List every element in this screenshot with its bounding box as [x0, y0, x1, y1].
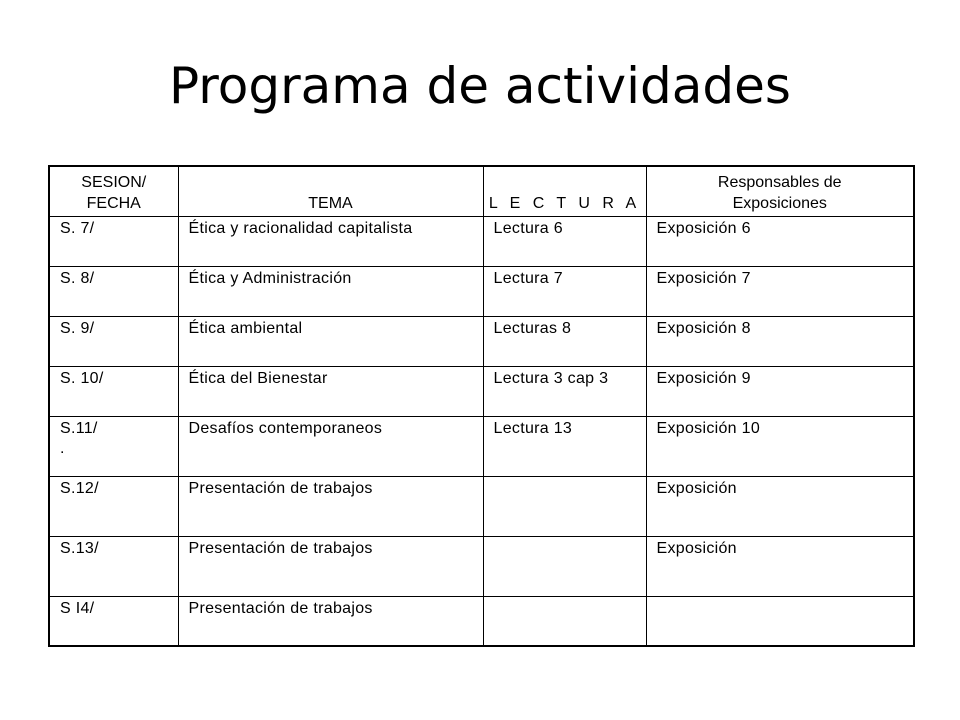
header-sesion-line1: SESION/ [81, 173, 147, 191]
cell-exposicion: Exposición [646, 536, 914, 596]
cell-exposicion: Exposición [646, 476, 914, 536]
cell-lectura: Lectura 6 [483, 216, 646, 266]
cell-tema: Desafíos contemporaneos [178, 416, 483, 476]
header-responsables-line1: Responsables de [717, 173, 842, 191]
header-sesion-line2: FECHA [86, 194, 141, 212]
table-row [49, 316, 914, 366]
cell-lectura [483, 476, 646, 536]
header-responsables-line2: Exposiciones [732, 194, 827, 212]
table-row [49, 476, 914, 536]
cell-sesion: S.13/ [49, 536, 178, 596]
table-row [49, 216, 914, 266]
cell-sesion: S. 9/ [49, 316, 178, 366]
header-tema: TEMA [178, 166, 483, 216]
cell-lectura [483, 596, 646, 646]
header-lectura: L E C T U R A [483, 166, 646, 216]
cell-sesion: S. 10/ [49, 366, 178, 416]
cell-exposicion: Exposición 7 [646, 266, 914, 316]
table-row [49, 416, 914, 476]
cell-sesion: S. 8/ [49, 266, 178, 316]
cell-sesion: S. 7/ [49, 216, 178, 266]
header-sesion-fecha [49, 166, 178, 216]
cell-tema: Presentación de trabajos [178, 476, 483, 536]
cell-exposicion: Exposición 10 [646, 416, 914, 476]
cell-sesion: S.12/ [49, 476, 178, 536]
table-row [49, 536, 914, 596]
cell-lectura: Lectura 7 [483, 266, 646, 316]
header-responsables [646, 166, 914, 216]
cell-tema: Presentación de trabajos [178, 536, 483, 596]
activities-table [48, 165, 915, 647]
cell-exposicion: Exposición 6 [646, 216, 914, 266]
table-row [49, 596, 914, 646]
cell-exposicion [646, 596, 914, 646]
cell-lectura: Lecturas 8 [483, 316, 646, 366]
cell-tema: Ética del Bienestar [178, 366, 483, 416]
table-row [49, 266, 914, 316]
slide-title: Programa de actividades [169, 57, 791, 115]
cell-sesion: S I4/ [49, 596, 178, 646]
cell-sesion: S.11/ . [49, 416, 178, 476]
cell-lectura: Lectura 13 [483, 416, 646, 476]
header-row [49, 166, 914, 216]
cell-lectura: Lectura 3 cap 3 [483, 366, 646, 416]
table-row [49, 366, 914, 416]
cell-tema: Ética y Administración [178, 266, 483, 316]
cell-exposicion: Exposición 9 [646, 366, 914, 416]
cell-tema: Ética ambiental [178, 316, 483, 366]
cell-tema: Presentación de trabajos [178, 596, 483, 646]
cell-tema: Ética y racionalidad capitalista [178, 216, 483, 266]
cell-lectura [483, 536, 646, 596]
cell-exposicion: Exposición 8 [646, 316, 914, 366]
